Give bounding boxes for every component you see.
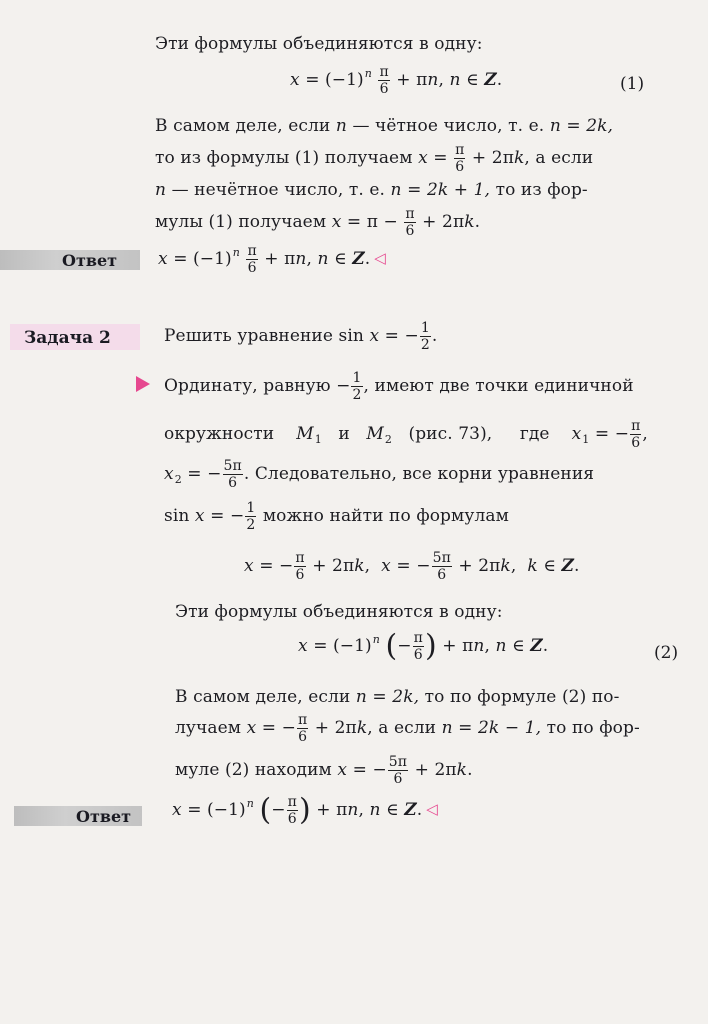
para1-line4: мулы (1) получаем x = π − $\frac{\pi}{6}$ + 2πk. <box>155 206 481 240</box>
intro-text-2: Эти формулы объединяются в одну: <box>175 602 503 622</box>
para2-line1: В самом деле, если n = 2k, то по формуле (2) по- <box>175 687 620 707</box>
formula-2: $x = (-1)^n$ (− $\frac{\pi}{6}$ ) + πn, n ∈ Z. <box>298 628 549 664</box>
solution-line1: Ординату, равную − $\frac{1}{2}$ , имеют две точки единичной <box>164 370 634 404</box>
solution-line4: sin x = − $\frac{1}{2}$ можно найти по формулам <box>164 500 509 534</box>
solution-line2: окружности $M_1$ и $M_2$ (рис. 73), где $x_1$ = − $\frac{\pi}{6}$ , <box>164 418 648 452</box>
answer-label-2: Ответ <box>76 807 132 826</box>
solution-start-icon <box>136 376 150 392</box>
equation-number-2: (2) <box>654 643 679 663</box>
answer-label: Ответ <box>62 251 118 270</box>
answer-2-formula: $x = (-1)^n$ (− $\frac{\pi}{6}$ ) + πn, n ∈ Z. ◁ <box>172 792 438 828</box>
formula-1: $x = (-1)^n$ $\frac{\pi}{6}$ + πn, n ∈ Z. <box>290 64 503 98</box>
task-label: Задача 2 <box>24 328 111 348</box>
para1-line1: В самом деле, если n — чётное число, т. е. n = 2k, <box>155 116 614 136</box>
para1-line3: n — нечётное число, т. е. n = 2k + 1, то из фор- <box>155 180 588 200</box>
formula-pair: x = − $\frac{\pi}{6}$ + 2πk, x = − $\frac{5\pi}{6}$ + 2πk, k ∈ Z. <box>244 550 580 584</box>
intro-text: Эти формулы объединяются в одну: <box>155 34 483 54</box>
end-marker-icon-2: ◁ <box>426 800 438 819</box>
task-statement: Решить уравнение sin x = − $\frac{1}{2}$ . <box>164 320 438 354</box>
solution-line3: $x_2$ = − $\frac{5\pi}{6}$ . Следовательно, все корни уравнения <box>164 458 595 492</box>
para2-line2: лучаем x = − $\frac{\pi}{6}$ + 2πk, а если n = 2k − 1, то по фор- <box>175 712 640 746</box>
para2-line3: муле (2) находим x = − $\frac{5\pi}{6}$ + 2πk. <box>175 754 473 788</box>
answer-1-formula: $x = (-1)^n$ $\frac{\pi}{6}$ + πn, n ∈ Z. ◁ <box>158 243 386 277</box>
end-marker-icon: ◁ <box>374 249 386 268</box>
para1-line2: то из формулы (1) получаем x = $\frac{\pi}{6}$ + 2πk, а если <box>155 142 594 176</box>
equation-number-1: (1) <box>620 74 645 94</box>
